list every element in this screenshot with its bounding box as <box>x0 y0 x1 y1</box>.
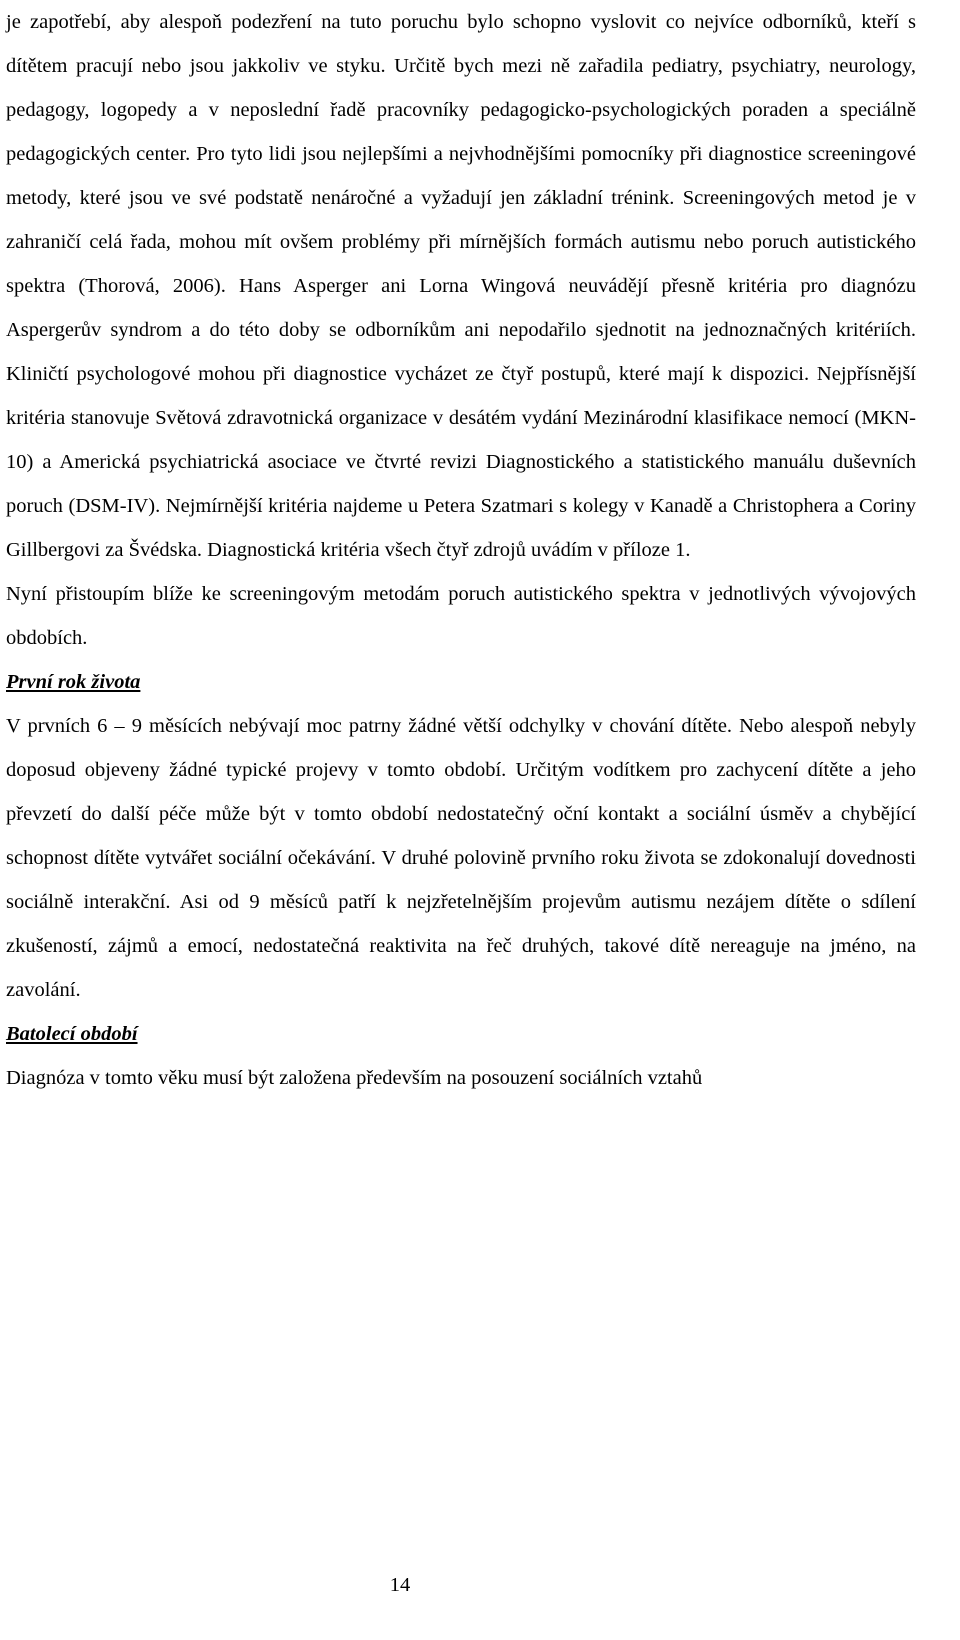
body-paragraph: Diagnóza v tomto věku musí být založena především na posouzení sociálních vztahů <box>6 1067 703 1089</box>
body-paragraph: je zapotřebí, aby alespoň podezření na tuto poruchu bylo schopno vyslovit co nejvíce odborníků, kteří s dítětem pracují nebo jsou jakkoliv ve styku. Určitě bych mezi ně zařadila pediatry, psychiatry, neurology, pedagogy, logopedy a v neposlední řadě pracovníky pedagogicko-psychologických poraden a speciálně pedagogických center. Pro tyto lidi jsou nejlepšími a nejvhodnějšími pomocníky při diagnostice screeningové metody, které jsou ve své podstatě nenáročné a vyžadují jen základní trénink. Screeningových metod je v zahraničí celá řada, mohou mít ovšem problémy při mírnějších formách autismu nebo poruch autistického spektra (Thorová, 2006). Hans Asperger ani Lorna Wingová neuvádějí přesně kritéria pro diagnózu Aspergerův syndrom a do této doby se odborníkům ani nepodařilo sjednotit na jednoznačných kritériích. Kliničtí psychologové mohou při diagnostice vycházet ze čtyř postupů, které mají k dispozici. Nejpřísnější kritéria stanovuje Světová zdravotnická organizace v desátém vydání Mezinárodní klasifikace nemocí (MKN-10) a Americká psychiatrická asociace ve čtvrté revizi Diagnostického a statistického manuálu duševních poruch (DSM-IV). Nejmírnější kritéria najdeme u Petera Szatmari s kolegy v Kanadě a Christophera a Coriny Gillbergovi za Švédska. Diagnostická kritéria všech čtyř zdrojů uvádím v příloze 1. <box>6 11 916 561</box>
document-page <box>6 0 916 1640</box>
body-paragraph: V prvních 6 – 9 měsících nebývají moc patrny žádné větší odchylky v chování dítěte. Nebo alespoň nebyly doposud objeveny žádné typické projevy v tomto období. Určitým vodítkem pro zachycení dítěte a jeho převzetí do další péče může být v tomto období nedostatečný oční kontakt a sociální úsměv a chybějící schopnost dítěte vytvářet sociální očekávání. V druhé polovině prvního roku života se zdokonalují dovednosti sociálně interakční. Asi od 9 měsíců patří k nejzřetelnějším projevům autismu nezájem dítěte o sdílení zkušeností, zájmů a emocí, nedostatečná reaktivita na řeč druhých, takové dítě nereaguje na jméno, na zavolání. <box>6 715 916 1001</box>
section-heading: První rok života <box>6 671 141 693</box>
section-heading: Batolecí období <box>6 1023 138 1045</box>
body-paragraph: Nyní přistoupím blíže ke screeningovým metodám poruch autistického spektra v jednotlivých vývojových obdobích. <box>6 583 916 649</box>
page-number: 14 <box>389 1574 411 1596</box>
